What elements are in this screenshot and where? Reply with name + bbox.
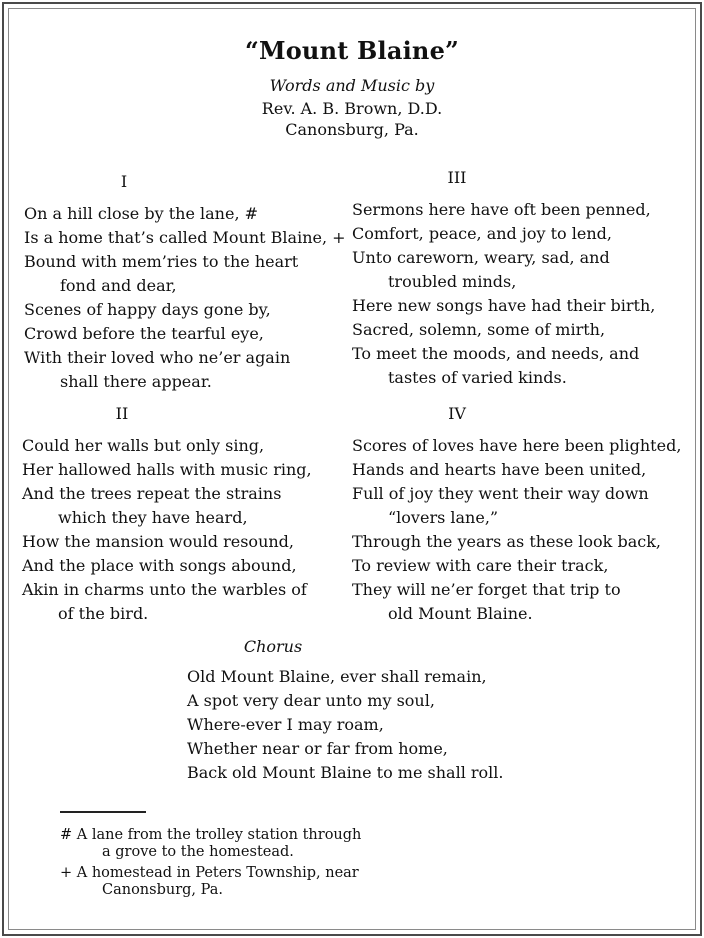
footnote-hash-line: # A lane from the trolley station through: [60, 827, 362, 843]
verse-line: Is a home that’s called Mount Blaine, +: [24, 228, 346, 247]
verse-2: [22, 402, 352, 626]
verse-line: To review with care their track,: [352, 556, 609, 575]
verse-line-continued: of the bird.: [58, 604, 149, 623]
verse-line: Scores of loves have here been plighted,: [352, 436, 682, 455]
verse-line-continued: troubled minds,: [388, 272, 517, 291]
author-location: Canonsburg, Pa.: [285, 120, 419, 139]
chorus-line: Back old Mount Blaine to me shall roll.: [187, 763, 504, 782]
verse-number: I: [120, 172, 128, 191]
chorus-line: Where-ever I may roam,: [187, 715, 384, 734]
verse-line: Akin in charms unto the warbles of: [22, 580, 307, 599]
verse-3: [352, 166, 682, 390]
verse-line: Full of joy they went their way down: [352, 484, 649, 503]
verse-line: How the mansion would resound,: [22, 532, 294, 551]
verse-line: Crowd before the tearful eye,: [24, 324, 264, 343]
verse-line: Sacred, solemn, some of mirth,: [352, 320, 606, 339]
verse-line-continued: fond and dear,: [60, 276, 177, 295]
footnote-hash-continued: a grove to the homestead.: [102, 844, 294, 860]
chorus-line: Old Mount Blaine, ever shall remain,: [187, 667, 487, 686]
verse-line: And the trees repeat the strains: [22, 484, 282, 503]
verse-line-continued: tastes of varied kinds.: [388, 368, 567, 387]
verse-line: Here new songs have had their birth,: [352, 296, 656, 315]
verse-line: Could her walls but only sing,: [22, 436, 265, 455]
verse-line-continued: old Mount Blaine.: [388, 604, 533, 623]
footnote-plus-continued: Canonsburg, Pa.: [102, 882, 223, 898]
verse-line: Comfort, peace, and joy to lend,: [352, 224, 612, 243]
song-title: “Mount Blaine”: [244, 36, 460, 65]
verse-line: To meet the moods, and needs, and: [352, 344, 640, 363]
chorus-line: Whether near or far from home,: [187, 739, 448, 758]
verse-line-continued: shall there appear.: [60, 372, 212, 391]
author-name: Rev. A. B. Brown, D.D.: [261, 99, 443, 118]
chorus-block: [187, 665, 504, 785]
verse-number: III: [447, 168, 467, 187]
footnotes: [60, 827, 361, 899]
byline: Words and Music by: [269, 76, 435, 95]
chorus-line: A spot very dear unto my soul,: [187, 691, 435, 710]
verse-line: And the place with songs abound,: [22, 556, 297, 575]
verse-line: With their loved who ne’er again: [24, 348, 291, 367]
footnote-divider: [60, 811, 146, 813]
verse-line-continued: which they have heard,: [58, 508, 248, 527]
verse-line: Through the years as these look back,: [352, 532, 661, 551]
verse-number: II: [115, 404, 129, 423]
verse-line: They will ne’er forget that trip to: [352, 580, 621, 599]
verse-4: [352, 402, 682, 626]
verse-line: Her hallowed halls with music ring,: [22, 460, 312, 479]
verse-line: On a hill close by the lane, #: [24, 204, 259, 223]
verse-line: Hands and hearts have been united,: [352, 460, 647, 479]
verse-line-continued: “lovers lane,”: [388, 508, 499, 527]
verse-line: Bound with mem’ries to the heart: [24, 252, 299, 271]
footnote-plus-line: + A homestead in Peters Township, near: [60, 865, 359, 881]
verse-number: IV: [448, 404, 466, 423]
verse-line: Scenes of happy days gone by,: [24, 300, 271, 319]
chorus-heading: Chorus: [243, 637, 303, 656]
verse-line: Sermons here have oft been penned,: [352, 200, 651, 219]
verse-1: [24, 170, 354, 394]
verse-line: Unto careworn, weary, sad, and: [352, 248, 610, 267]
